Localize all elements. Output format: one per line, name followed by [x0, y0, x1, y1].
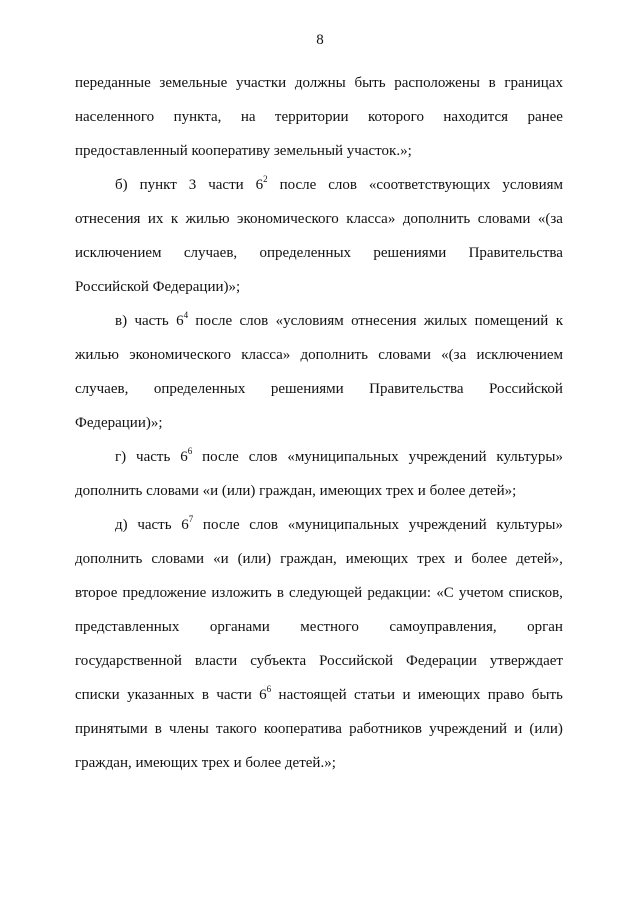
word: кооператива: [263, 721, 342, 737]
word: «С: [436, 585, 454, 601]
superscript: 2: [263, 174, 268, 184]
word: дополнить: [300, 347, 368, 363]
word: экономического: [237, 211, 339, 227]
word: к: [555, 313, 563, 329]
word: исключением: [75, 245, 162, 261]
word-with-superscript: [176, 304, 188, 338]
text-line: [75, 440, 563, 474]
word: решениями: [373, 245, 447, 261]
word: указанных: [127, 687, 195, 703]
word: (или): [237, 551, 272, 567]
word: исключением: [476, 347, 563, 363]
word: Правительства: [369, 381, 464, 397]
superscript: 7: [188, 514, 194, 524]
word: следующей: [289, 585, 363, 601]
text: дополнить словами «и (или) граждан, имеющих трех и более детей»;: [75, 483, 517, 499]
paragraph-1: [75, 66, 563, 168]
word: культуры»: [496, 449, 563, 465]
text-line: [75, 542, 563, 576]
text: Российской Федерации)»;: [75, 279, 241, 295]
word: 6: [180, 449, 188, 465]
text-line: [75, 746, 563, 780]
word: 6: [259, 687, 267, 703]
word: учреждений: [408, 449, 487, 465]
word: жилых: [423, 313, 468, 329]
word: (или): [529, 721, 563, 737]
word: статьи: [353, 687, 396, 703]
word: утверждает: [489, 653, 563, 669]
word: дополнить: [75, 551, 143, 567]
word: Правительства: [468, 245, 563, 261]
word: условиям: [502, 177, 563, 193]
word: «(за: [441, 347, 467, 363]
word: г): [115, 449, 127, 465]
word: к: [170, 211, 179, 227]
word: учетом: [458, 585, 504, 601]
word: после: [279, 177, 317, 193]
word: «муниципальных: [287, 449, 399, 465]
word: списки: [75, 687, 120, 703]
paragraph-3: [75, 304, 563, 440]
word: случаев,: [183, 245, 238, 261]
word: «и: [213, 551, 229, 567]
word: жилью: [185, 211, 230, 227]
word: отнесения: [75, 211, 141, 227]
word: жилью: [75, 347, 119, 363]
text-line: [75, 508, 563, 542]
word-with-superscript: [256, 168, 268, 202]
word: словами: [378, 347, 431, 363]
word: такого: [216, 721, 257, 737]
text: граждан, имеющих трех и более детей.»;: [75, 755, 336, 771]
word: «условиям: [275, 313, 344, 329]
word: часть: [136, 449, 171, 465]
word: населенного: [75, 109, 155, 125]
text-line: [75, 134, 563, 168]
word: представленных: [75, 619, 180, 635]
word: «(за: [537, 211, 563, 227]
word: принятыми: [75, 721, 148, 737]
word: б): [115, 177, 128, 193]
word: дополнить: [402, 211, 471, 227]
paragraph-5: [75, 508, 563, 780]
paragraph-4: [75, 440, 563, 508]
superscript: 6: [187, 446, 193, 456]
text-line: [75, 168, 563, 202]
text-line: [75, 644, 563, 678]
word: после: [202, 449, 239, 465]
word: граждан,: [280, 551, 337, 567]
word: отнесения: [351, 313, 417, 329]
word: находится: [443, 109, 509, 125]
word: «соответствующих: [368, 177, 491, 193]
word: члены: [169, 721, 209, 737]
word: д): [115, 517, 128, 533]
word: экономического: [129, 347, 231, 363]
word: определенных: [153, 381, 246, 397]
word: местного: [300, 619, 359, 635]
word: после: [202, 517, 240, 533]
word-with-superscript: [180, 440, 192, 474]
word: Российской: [319, 653, 394, 669]
word: орган: [527, 619, 563, 635]
word: субъекта: [250, 653, 307, 669]
page-number: 8: [316, 32, 324, 48]
text-line: [75, 406, 563, 440]
word: границах: [504, 75, 563, 91]
word: 6: [176, 313, 184, 329]
word: работников: [349, 721, 422, 737]
word: земельные: [159, 75, 228, 91]
word: культуры»: [496, 517, 563, 533]
word: части: [208, 177, 244, 193]
word: на: [240, 109, 256, 125]
word: часть: [137, 517, 172, 533]
word: слов: [328, 177, 357, 193]
word: расположены: [394, 75, 480, 91]
word: и: [514, 721, 523, 737]
word: трех: [417, 551, 446, 567]
word: словами: [477, 211, 531, 227]
word: органами: [209, 619, 270, 635]
word: списков,: [508, 585, 563, 601]
word: части: [216, 687, 252, 703]
word: их: [147, 211, 164, 227]
word: слов: [239, 313, 269, 329]
word: случаев,: [75, 381, 129, 397]
word: в: [276, 585, 284, 601]
superscript: 4: [183, 310, 189, 320]
word: и: [402, 687, 411, 703]
text-line: [75, 372, 563, 406]
text-line: [75, 678, 563, 712]
word: в): [115, 313, 128, 329]
word: в: [488, 75, 496, 91]
text-line: [75, 66, 563, 100]
word: которого: [368, 109, 424, 125]
word: второе: [75, 585, 118, 601]
word: слов: [249, 517, 279, 533]
word: самоуправления,: [389, 619, 497, 635]
word: 6: [255, 177, 264, 193]
word: переданные: [75, 75, 151, 91]
word: власти: [194, 653, 238, 669]
text-line: [75, 474, 563, 508]
word: Российской: [489, 381, 563, 397]
word: более: [471, 551, 508, 567]
word: быть: [531, 687, 563, 703]
text-line: [75, 576, 563, 610]
text-line: [75, 236, 563, 270]
word: имеющих: [345, 551, 409, 567]
text: предоставленный кооперативу земельный участок.»;: [75, 143, 412, 159]
word: изложить: [211, 585, 272, 601]
word: территории: [274, 109, 349, 125]
word: учреждений: [408, 517, 487, 533]
word: государственной: [75, 653, 182, 669]
word: 6: [181, 517, 189, 533]
text: Федерации)»;: [75, 415, 163, 431]
word-with-superscript: [259, 678, 271, 712]
word: словами: [151, 551, 205, 567]
word: имеющих: [417, 687, 481, 703]
word: должны: [294, 75, 346, 91]
word: в: [154, 721, 162, 737]
text-line: [75, 338, 563, 372]
word: участки: [235, 75, 287, 91]
word: быть: [354, 75, 386, 91]
text-line: [75, 610, 563, 644]
text-line: [75, 202, 563, 236]
word: право: [487, 687, 525, 703]
word: ранее: [527, 109, 563, 125]
word: «муниципальных: [287, 517, 400, 533]
word: учреждений: [429, 721, 508, 737]
text-line: [75, 304, 563, 338]
paragraph-2: [75, 168, 563, 304]
word: редакции:: [367, 585, 432, 601]
word: помещений: [474, 313, 549, 329]
word: определенных: [259, 245, 352, 261]
word: после: [195, 313, 233, 329]
word: Федерации: [406, 653, 477, 669]
text-line: [75, 100, 563, 134]
word: детей»,: [516, 551, 563, 567]
word: в: [201, 687, 209, 703]
word: и: [454, 551, 463, 567]
word: класса»: [346, 211, 396, 227]
text-line: [75, 712, 563, 746]
word: класса»: [241, 347, 291, 363]
document-body: [75, 66, 563, 780]
text-line: [75, 270, 563, 304]
word: часть: [134, 313, 169, 329]
word: пункта,: [173, 109, 222, 125]
word: 3: [188, 177, 197, 193]
word: предложение: [122, 585, 207, 601]
word: слов: [248, 449, 278, 465]
superscript: 6: [266, 684, 272, 694]
word: пункт: [139, 177, 177, 193]
word: решениями: [270, 381, 344, 397]
word-with-superscript: [181, 508, 193, 542]
word: настоящей: [278, 687, 347, 703]
